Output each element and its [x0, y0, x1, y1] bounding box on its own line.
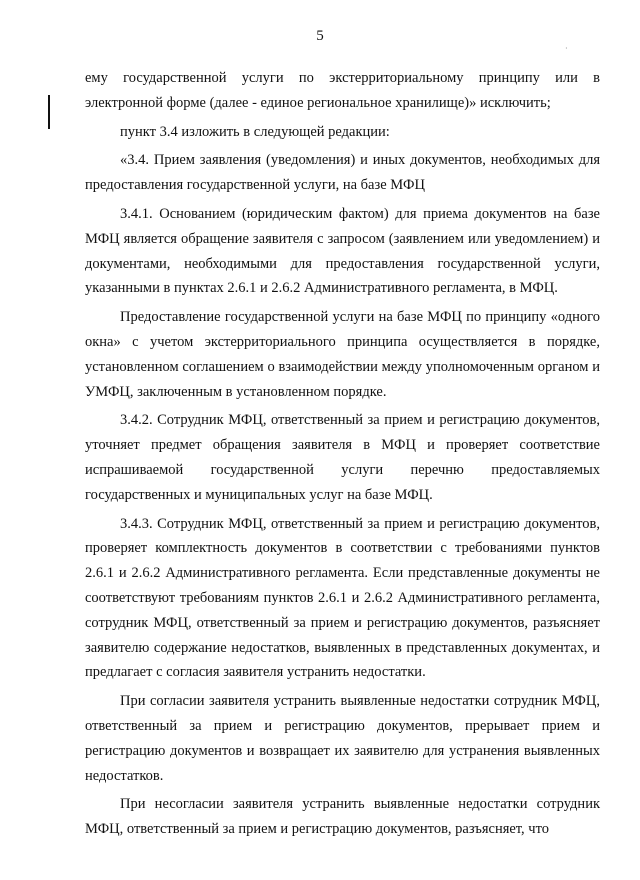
paragraph-3-4-3: 3.4.3. Сотрудник МФЦ, ответственный за прием и регистрацию документов, проверяет комплектность документов в соответствии с требованиями пунктов 2.6.1 и 2.6.2 Административного регламента. Если представленные документы не соответствуют требованиям пунктов 2.6.1 и 2.6.2 Административного регламента, сотрудник МФЦ, ответственный за прием и регистрацию документов, разъясняет заявителю содержание недостатков, выявленных в представленных документах, и предлагает с согласия заявителя устранить недостатки. [85, 515, 600, 681]
scan-speck: · [565, 44, 568, 53]
paragraph-consent: При согласии заявителя устранить выявленные недостатки сотрудник МФЦ, ответственный за прием и регистрацию документов, прерывает прием и регистрацию документов и возвращает их заявителю для устранения выявленных недостатков. [85, 693, 600, 784]
paragraph-continuation: ему государственной услуги по экстерриториальному принципу или в электронной форме (далее - единое региональное хранилище)» исключить; [85, 70, 600, 111]
paragraph-instruction: пункт 3.4 изложить в следующей редакции: [120, 123, 390, 140]
paragraph-disagreement: При несогласии заявителя устранить выявленные недостатки сотрудник МФЦ, ответственный за прием и регистрацию документов, разъясняет, что [85, 796, 600, 838]
page-number: 5 [316, 28, 324, 44]
margin-change-bar [48, 95, 50, 129]
document-body [85, 66, 600, 842]
paragraph-3-4-1: 3.4.1. Основанием (юридическим фактом) для приема документов на базе МФЦ является обращение заявителя с запросом (заявлением или уведомлением) и документами, необходимыми для предоставления государственной услуги, указанными в пунктах 2.6.1 и 2.6.2 Административного регламента, в МФЦ. [85, 205, 600, 297]
paragraph-section-3-4-heading: «3.4. Прием заявления (уведомления) и иных документов, необходимых для предоставления государственной услуги, на базе МФЦ [85, 152, 600, 194]
paragraph-one-window: Предоставление государственной услуги на базе МФЦ по принципу «одного окна» с учетом экстерриториального принципа осуществляется в порядке, установленном соглашением о взаимодействии между уполномоченным органом и УМФЦ, заключенным в установленном порядке. [85, 309, 600, 400]
paragraph-3-4-2: 3.4.2. Сотрудник МФЦ, ответственный за прием и регистрацию документов, уточняет предмет обращения заявителя в МФЦ и проверяет соответствие испрашиваемой государственной услуги перечню предоставляемых государственных и муниципальных услуг на базе МФЦ. [85, 412, 600, 503]
